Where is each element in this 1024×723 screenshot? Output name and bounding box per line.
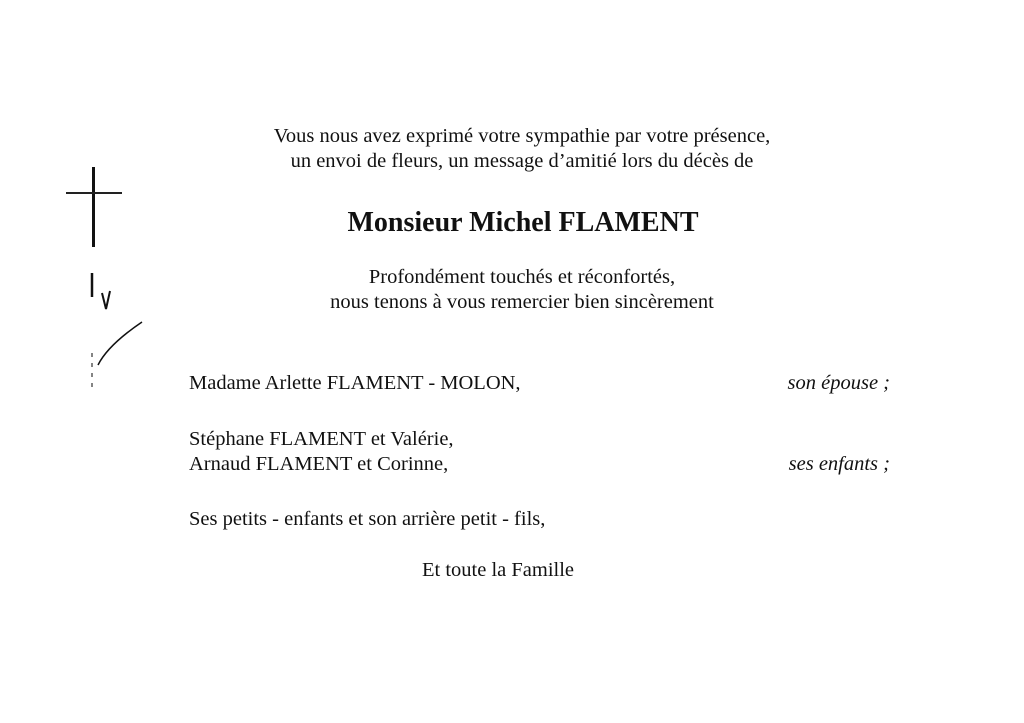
intro-line: un envoi de fleurs, un message d’amitié lors du décès de <box>290 150 754 172</box>
thanks-line: Profondément touchés et réconfortés, <box>368 266 676 288</box>
family-spouse-relation: son épouse ; <box>787 372 890 394</box>
family-children-relation: ses enfants ; <box>788 453 890 475</box>
family-grandchildren: Ses petits - enfants et son arrière petit - fils, <box>189 508 546 530</box>
intro-line: Vous nous avez exprimé votre sympathie par votre présence, <box>273 125 771 147</box>
family-child-name: Arnaud FLAMENT et Corinne, <box>189 453 449 475</box>
deceased-name: Monsieur Michel FLAMENT <box>347 207 699 238</box>
closing-text: Et toute la Famille <box>422 559 575 581</box>
family-child-name: Stéphane FLAMENT et Valérie, <box>189 428 454 450</box>
intro-text <box>0 124 1024 174</box>
thanks-text <box>0 265 1024 315</box>
thanks-line: nous tenons à vous remercier bien sincèrement <box>330 291 714 313</box>
family-spouse-name: Madame Arlette FLAMENT - MOLON, <box>189 372 521 394</box>
